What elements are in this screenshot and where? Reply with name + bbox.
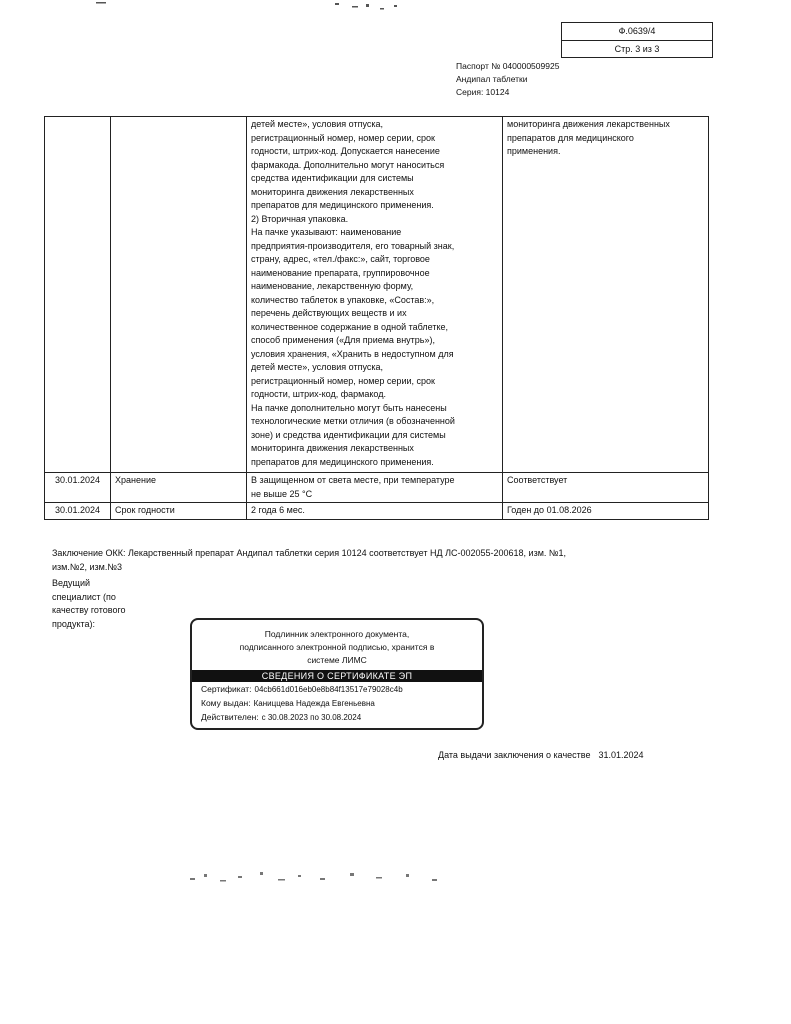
cell-requirement-line: На пачке указывают: наименование xyxy=(251,227,402,237)
cell-requirement-line: 2 года 6 мес. xyxy=(251,505,305,515)
series-number: Серия: 10124 xyxy=(456,87,510,97)
cell-requirement-line: наименование, лекарственную форму, xyxy=(251,281,414,291)
stamp-cert-row xyxy=(192,682,482,696)
cell-date: 30.01.2024 xyxy=(45,473,111,503)
cell-requirement xyxy=(247,503,503,520)
cell-requirement-line: способ применения («Для приема внутрь»), xyxy=(251,335,435,345)
cell-requirement-line: наименование препарата, группировочное xyxy=(251,267,430,278)
table-row xyxy=(45,117,709,473)
quality-table-body xyxy=(45,117,709,520)
stamp-issued-key: Кому выдан: xyxy=(201,698,251,708)
cell-requirement-line: страну, адрес, «тел./факс:», сайт, торговое xyxy=(251,254,430,264)
product-name: Андипал таблетки xyxy=(456,74,528,84)
quality-table xyxy=(44,116,709,520)
issue-date-value: 31.01.2024 xyxy=(598,750,644,760)
page-number: Стр. 3 из 3 xyxy=(562,40,712,57)
cell-indicator: Срок годности xyxy=(111,503,247,520)
cell-result-line: Соответствует xyxy=(507,475,568,485)
cell-date xyxy=(45,117,111,473)
stamp-line-3: системе ЛИМС xyxy=(307,655,367,665)
table-row xyxy=(45,473,709,503)
stamp-cert-key: Сертификат: xyxy=(201,684,252,694)
cell-result-line: Годен до 01.08.2026 xyxy=(507,505,592,515)
cell-requirement-line: препаратов для медицинского применения. xyxy=(251,456,434,467)
stamp-heading xyxy=(192,620,482,667)
cell-requirement-line: На пачке дополнительно могут быть нанесены xyxy=(251,402,447,413)
cell-requirement-line: количественное содержание в одной таблетке, xyxy=(251,321,449,332)
cell-result-line: препаратов для медицинского xyxy=(507,132,634,143)
cell-requirement-line: количество таблеток в упаковке, «Состав:», xyxy=(251,294,435,305)
stamp-line-2: подписанного электронной подписью, хранится в xyxy=(239,642,435,652)
cell-requirement-line: мониторинга движения лекарственных xyxy=(251,186,414,197)
issue-date-line xyxy=(438,750,644,760)
cell-requirement-line: фармакода. Дополнительно могут наноситься xyxy=(251,159,445,170)
form-code: Ф.0639/4 xyxy=(618,26,656,36)
scan-noise-top xyxy=(0,0,791,20)
cell-requirement-line: предприятия-производителя, его товарный знак, xyxy=(251,240,455,251)
cell-requirement-line: детей месте», условия отпуска, xyxy=(251,119,384,129)
cell-requirement-line: технологические метки отличия (в обозначенной xyxy=(251,416,455,426)
cell-requirement-line: перечень действующих веществ и их xyxy=(251,308,407,318)
conclusion-line-1: Заключение ОКК: Лекарственный препарат Андипал таблетки серия 10124 соответствует НД ЛС-002055-200618, изм. №1, xyxy=(52,548,567,558)
specialist-line-1: Ведущий специалист (по xyxy=(52,578,116,602)
cell-requirement-line: годности, штрих-код, фармакод. xyxy=(251,389,386,399)
passport-number: Паспорт № 040000509925 xyxy=(456,61,560,71)
scan-noise-bottom xyxy=(180,860,480,900)
cell-requirement-line: годности, штрих-код. Допускается нанесение xyxy=(251,146,440,156)
signature-stamp xyxy=(190,618,484,730)
specialist-line-3: продукта): xyxy=(52,618,96,629)
cell-requirement-line: 2) Вторичная упаковка. xyxy=(251,213,349,224)
cell-result xyxy=(503,117,709,473)
cell-requirement-line: регистрационный номер, номер серии, срок xyxy=(251,375,435,386)
cell-requirement-line: средства идентификации для системы xyxy=(251,173,414,183)
stamp-band: СВЕДЕНИЯ О СЕРТИФИКАТЕ ЭП xyxy=(192,670,482,682)
cell-indicator: Хранение xyxy=(111,473,247,503)
cell-requirement-line: детей месте», условия отпуска, xyxy=(251,362,384,372)
stamp-line-1: Подлинник электронного документа, xyxy=(264,629,410,639)
stamp-valid-key: Действителен: xyxy=(201,712,259,722)
cell-requirement-line: не выше 25 °С xyxy=(251,488,313,499)
cell-indicator xyxy=(111,117,247,473)
cell-requirement xyxy=(247,117,503,473)
conclusion-line-2: изм.№2, изм.№3 xyxy=(52,562,123,572)
cell-result-line: применения. xyxy=(507,146,561,156)
stamp-issued-value: Каниццева Надежда Евгеньевна xyxy=(253,699,375,708)
cell-requirement xyxy=(247,473,503,503)
conclusion xyxy=(52,546,572,574)
cell-requirement-line: мониторинга движения лекарственных xyxy=(251,443,414,453)
cell-requirement-line: препаратов для медицинского применения. xyxy=(251,200,434,210)
stamp-cert-value: 04cb661d016eb0e8b84f13517e79028c4b xyxy=(254,685,403,694)
cell-requirement-line: условия хранения, «Хранить в недоступном для xyxy=(251,348,454,359)
stamp-valid-row xyxy=(192,710,482,724)
stamp-issued-row xyxy=(192,696,482,710)
cell-result xyxy=(503,503,709,520)
cell-result xyxy=(503,473,709,503)
cell-date: 30.01.2024 xyxy=(45,503,111,520)
stamp-valid-value: с 30.08.2023 по 30.08.2024 xyxy=(261,713,362,722)
cell-requirement-line: зоне) и средства идентификации для системы xyxy=(251,429,446,440)
table-row xyxy=(45,503,709,520)
cell-requirement-line: В защищенном от света месте, при температуре xyxy=(251,475,455,485)
cell-requirement-line: регистрационный номер, номер серии, срок xyxy=(251,132,435,143)
issue-date-label: Дата выдачи заключения о качестве xyxy=(438,750,591,760)
passport-block xyxy=(456,60,559,99)
specialist-label xyxy=(52,577,132,631)
specialist-line-2: качеству готового xyxy=(52,605,126,615)
cell-result-line: мониторинга движения лекарственных xyxy=(507,119,670,129)
form-code-box xyxy=(561,22,713,58)
